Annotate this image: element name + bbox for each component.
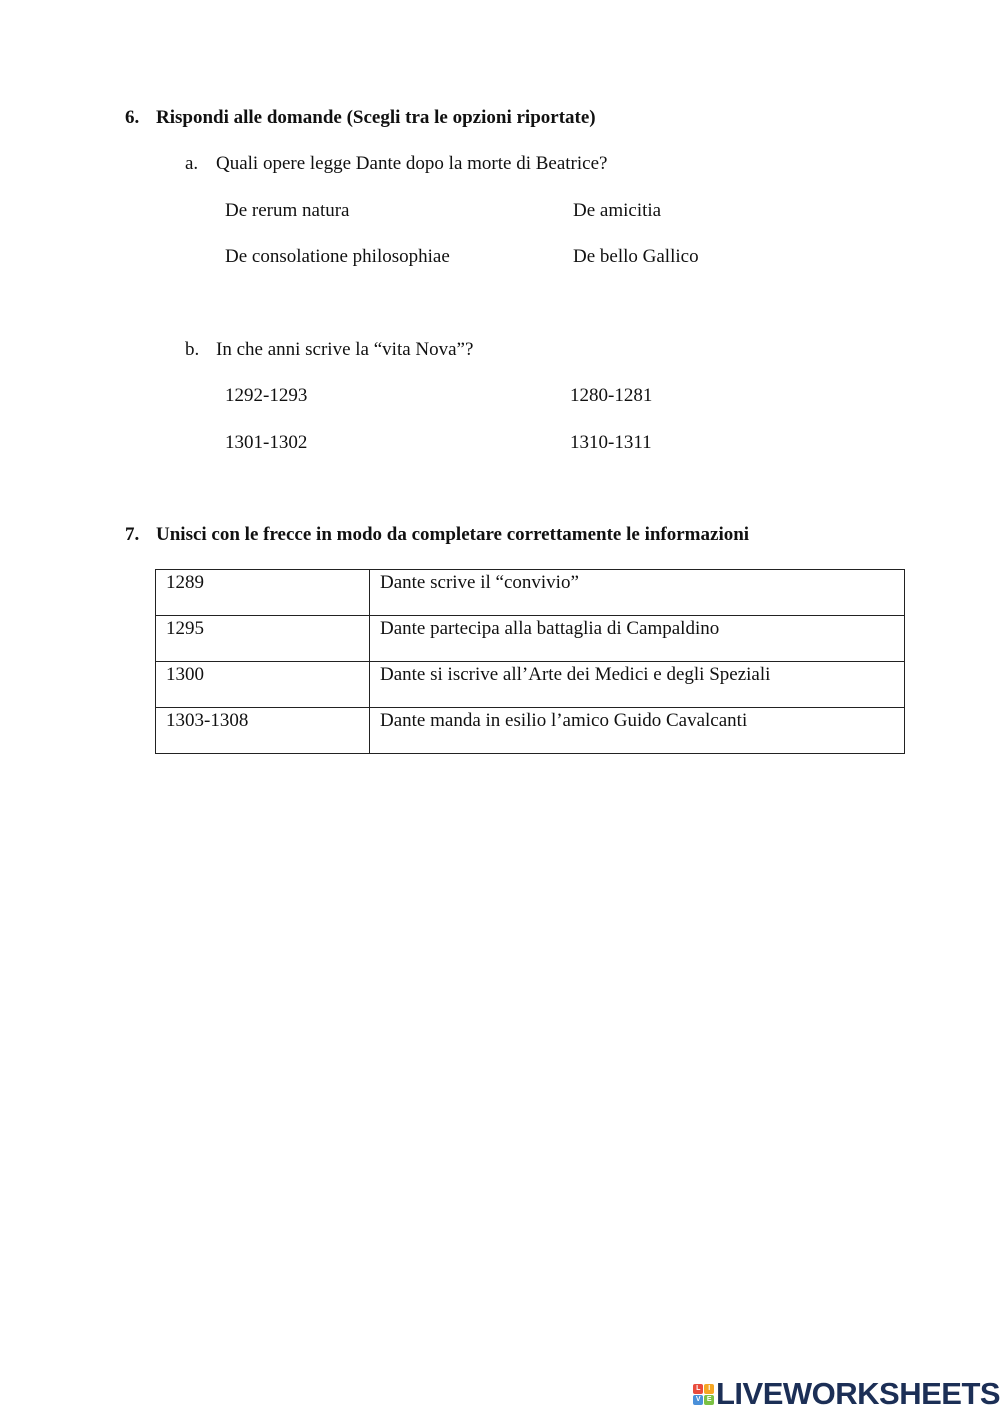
liveworksheets-logo-icon: [693, 1384, 714, 1405]
event-cell[interactable]: Dante manda in esilio l’amico Guido Cavalcanti: [370, 708, 905, 754]
matching-table: [155, 569, 905, 754]
table-row: [156, 708, 905, 754]
question-6-title: Rispondi alle domande (Scegli tra le opzioni riportate): [156, 107, 596, 128]
year-cell[interactable]: 1303-1308: [156, 708, 370, 754]
option-6a-2[interactable]: De amicitia: [573, 200, 662, 221]
option-6a-3[interactable]: De consolatione philosophiae: [225, 246, 450, 267]
liveworksheets-logo: [693, 1376, 1000, 1412]
year-cell[interactable]: 1289: [156, 570, 370, 616]
event-cell[interactable]: Dante partecipa alla battaglia di Campaldino: [370, 616, 905, 662]
option-6b-1[interactable]: 1292-1293: [225, 385, 308, 406]
option-6b-2[interactable]: 1280-1281: [570, 385, 653, 406]
logo-letter-l: L: [693, 1384, 703, 1394]
question-6a-letter: a.: [185, 153, 199, 174]
event-cell[interactable]: Dante scrive il “convivio”: [370, 570, 905, 616]
logo-letter-v: V: [693, 1395, 703, 1405]
option-6a-1[interactable]: De rerum natura: [225, 200, 350, 221]
question-7-number: 7.: [125, 524, 140, 545]
question-6a: [185, 153, 607, 175]
year-cell[interactable]: 1295: [156, 616, 370, 662]
event-cell[interactable]: Dante si iscrive all’Arte dei Medici e degli Speziali: [370, 662, 905, 708]
liveworksheets-brand-text: LIVEWORKSHEETS: [716, 1376, 1000, 1411]
table-row: [156, 662, 905, 708]
option-6b-4[interactable]: 1310-1311: [570, 432, 652, 453]
question-6b-text: In che anni scrive la “vita Nova”?: [216, 339, 474, 360]
table-row: [156, 616, 905, 662]
table-row: [156, 570, 905, 616]
logo-letter-e: E: [704, 1395, 714, 1405]
option-6b-3[interactable]: 1301-1302: [225, 432, 308, 453]
question-7-heading: [125, 524, 749, 546]
logo-letter-i: I: [704, 1384, 714, 1394]
question-6-number: 6.: [125, 107, 140, 128]
question-6-heading: [125, 107, 596, 129]
question-6b-letter: b.: [185, 339, 200, 360]
option-6a-4[interactable]: De bello Gallico: [573, 246, 699, 267]
question-6a-text: Quali opere legge Dante dopo la morte di Beatrice?: [216, 153, 608, 174]
question-6b: [185, 339, 473, 361]
question-7-title: Unisci con le frecce in modo da completare correttamente le informazioni: [156, 524, 750, 545]
year-cell[interactable]: 1300: [156, 662, 370, 708]
